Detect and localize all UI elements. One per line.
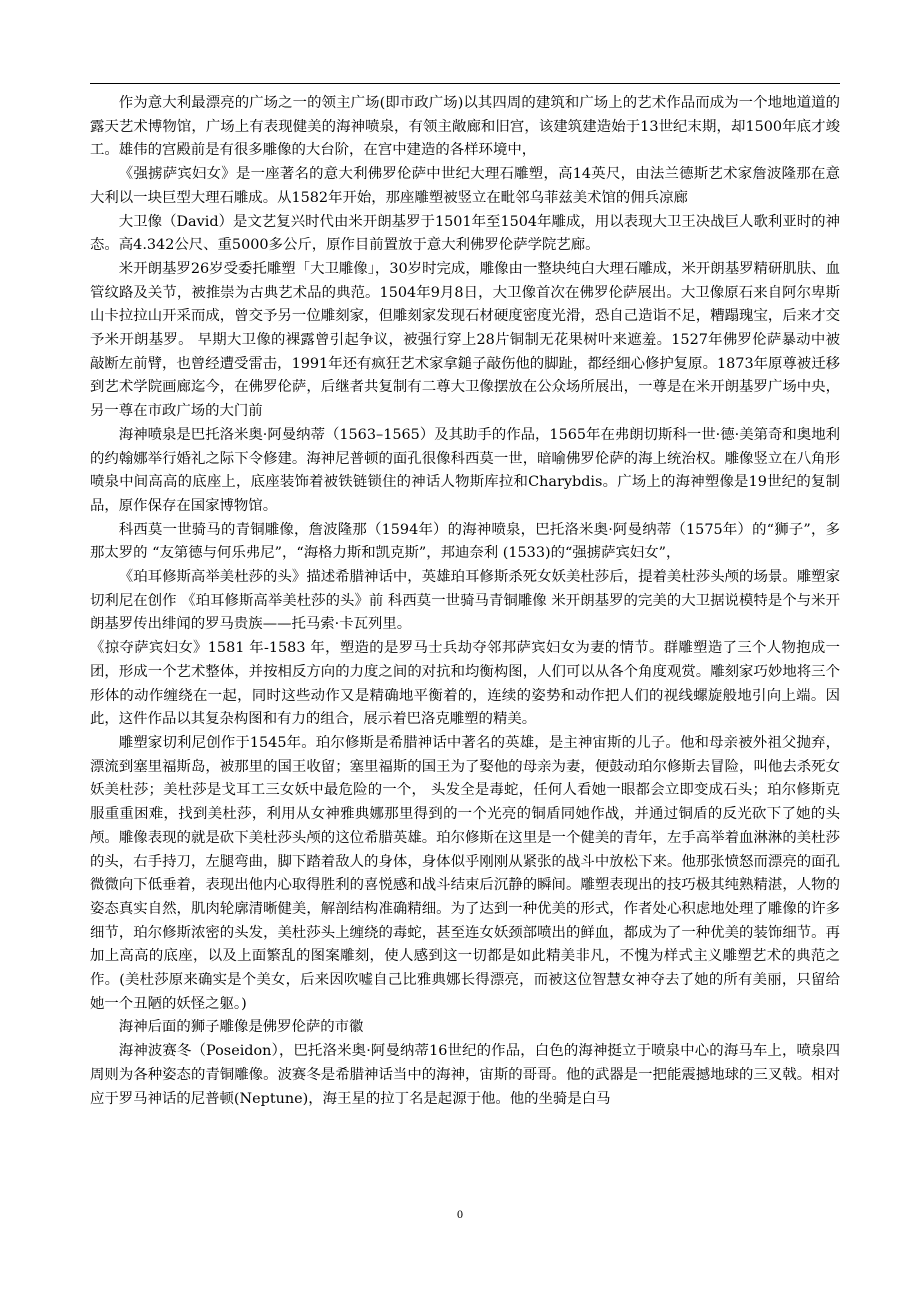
paragraph: 《掠夺萨宾妇女》1581 年-1583 年，塑造的是罗马士兵劫夺邻邦萨宾妇女为妻的情节。群雕塑造了三个人物抱成一团，形成一个艺术整体，并按相反方向的力度之间的对抗和均衡构图，人们可以从各个角度观赏。雕刻家巧妙地将三个形体的动作缠绕在一起，同时这些动作又是精确地平衡着的，连续的姿势和动作把人们的视线螺旋般地引向上端。因此，这件作品以其复杂构图和有力的组合，展示着巴洛克雕塑的精美。: [90, 640, 840, 728]
paragraph: 海神喷泉是巴托洛米奥·阿曼纳蒂（1563–1565）及其助手的作品，1565年在弗朗切斯科一世·德·美第奇和奥地利的约翰娜举行婚礼之际下令修建。海神尼普顿的面孔很像科西莫一世，暗喻佛罗伦萨的海上统治权。雕像竖立在八角形喷泉中间高高的底座上，底座装饰着被铁链锁住的神话人物斯库拉和Charybdis。广场上的海神塑像是19世纪的复制品，原作保存在国家博物馆。: [90, 426, 840, 514]
page-number: 0: [457, 1207, 463, 1221]
paragraph: 雕塑家切利尼创作于1545年。珀尔修斯是希腊神话中著名的英雄，是主神宙斯的儿子。他和母亲被外祖父抛弃，漂流到塞里福斯岛，被那里的国王收留；塞里福斯的国王为了娶他的母亲为妻，便鼓动珀尔修斯去冒险，叫他去杀死女妖美杜莎；美杜莎是戈耳工三女妖中最危险的一个， 头发全是毒蛇，任何人看她一眼都会立即变成石头；珀尔修斯克服重重困难，找到美杜莎，利用从女神雅典娜那里得到的一个光亮的铜盾同她作战，并通过铜盾的反光砍下了她的头颅。雕像表现的就是砍下美杜莎头颅的这位希腊英雄。珀尔修斯在这里是一个健美的青年，左手高举着血淋淋的美杜莎的头，右手持刀，左腿弯曲，脚下踏着敌人的身体，身体似乎刚刚从紧张的战斗中放松下来。他那张愤怒而漂亮的面孔微微向下低垂着，表现出他内心取得胜利的喜悦感和战斗结束后沉静的瞬间。雕塑表现出的技巧极其纯熟精湛，人物的姿态真实自然，肌肉轮廓清晰健美，解剖结构准确精细。为了达到一种优美的形式，作者处心积虑地处理了雕像的许多细节，珀尔修斯浓密的头发，美杜莎头上缠绕的毒蛇，甚至连女妖颈部喷出的鲜血，都成为了一种优美的装饰细节。再加上高高的底座，以及上面繁乱的图案雕刻，使人感到这一切都是如此精美非凡，不愧为样式主义雕塑艺术的典范之作。(美杜莎原来确实是个美女，后来因吹嘘自己比雅典娜长得漂亮，而被这位智慧女神夺去了她的所有美丽，只留给她一个丑陋的妖怪之躯。): [90, 734, 840, 1012]
document-body: [90, 92, 840, 1111]
paragraph: 海神后面的狮子雕像是佛罗伦萨的市徽: [118, 1019, 364, 1036]
paragraph: 《珀耳修斯高举美杜莎的头》描述希腊神话中，英雄珀耳修斯杀死女妖美杜莎后，提着美杜莎头颅的场景。雕塑家切利尼在创作 《珀耳修斯高举美杜莎的头》前 科西莫一世骑马青铜雕像 米开朗基罗的完美的大卫据说模特是个与米开朗基罗传出绯闻的罗马贵族——托马索·卡瓦列里。: [90, 569, 840, 633]
header-rule: [90, 83, 840, 84]
paragraph: 作为意大利最漂亮的广场之一的领主广场(即市政广场)以其四周的建筑和广场上的艺术作品而成为一个地地道道的露天艺术博物馆，广场上有表现健美的海神喷泉，有领主敞廊和旧宫，该建筑建造始于13世纪末期，却1500年底才竣工。雄伟的宫殿前是有很多雕像的大台阶，在宫中建造的各样环境中，: [90, 95, 840, 159]
paragraph: 海神波赛冬（Poseidon），巴托洛米奥·阿曼纳蒂16世纪的作品，白色的海神挺立于喷泉中心的海马车上，喷泉四周则为各种姿态的青铜雕像。波赛冬是希腊神话当中的海神，宙斯的哥哥。他的武器是一把能震撼地球的三叉戟。相对应于罗马神话的尼普顿(Neptune)，海王星的拉丁名是起源于他。他的坐骑是白马: [90, 1043, 840, 1107]
paragraph: 米开朗基罗26岁受委托雕塑「大卫雕像」，30岁时完成，雕像由一整块纯白大理石雕成，米开朗基罗精研肌肤、血管纹路及关节，被推崇为古典艺术品的典范。1504年9月8日，大卫像首次在佛罗伦萨展出。大卫像原石来自阿尔卑斯山卡拉拉山开采而成，曾交予另一位雕刻家，但雕刻家发现石材硬度密度光滑，恐自己造诣不足，糟蹋瑰宝，后来才交予米开朗基罗。 早期大卫像的裸露曾引起争议，被强行穿上28片铜制无花果树叶来遮羞。1527年佛罗伦萨暴动中被敲断左前臂，也曾经遭受雷击，1991年还有疯狂艺术家拿鎚子敲伤他的脚趾，都经细心修护复原。1873年原尊被迁移到艺术学院画廊迄今，在佛罗伦萨，后继者共复制有二尊大卫像摆放在公众场所展出，一尊是在米开朗基罗广场中央，另一尊在市政广场的大门前: [90, 260, 840, 420]
paragraph: 科西莫一世骑马的青铜雕像，詹波隆那（1594年）的海神喷泉，巴托洛米奥·阿曼纳蒂（1575年）的“狮子”，多那太罗的 “友第德与何乐弗尼”，“海格力斯和凯克斯”，邦迪奈利 (1533)的“强掳萨宾妇女”，: [90, 521, 840, 562]
paragraph: 《强掳萨宾妇女》是一座著名的意大利佛罗伦萨中世纪大理石雕塑，高14英尺，由法兰德斯艺术家詹波隆那在意大利以一块巨型大理石雕成。从1582年开始，那座雕塑被竖立在毗邻乌菲兹美术馆的佣兵凉廊: [90, 166, 840, 206]
paragraph: 大卫像（David）是文艺复兴时代由米开朗基罗于1501年至1504年雕成，用以表现大卫王决战巨人歌利亚时的神态。高4.342公尺、重5000多公斤，原作目前置放于意大利佛罗伦萨学院艺廊。: [90, 213, 840, 254]
